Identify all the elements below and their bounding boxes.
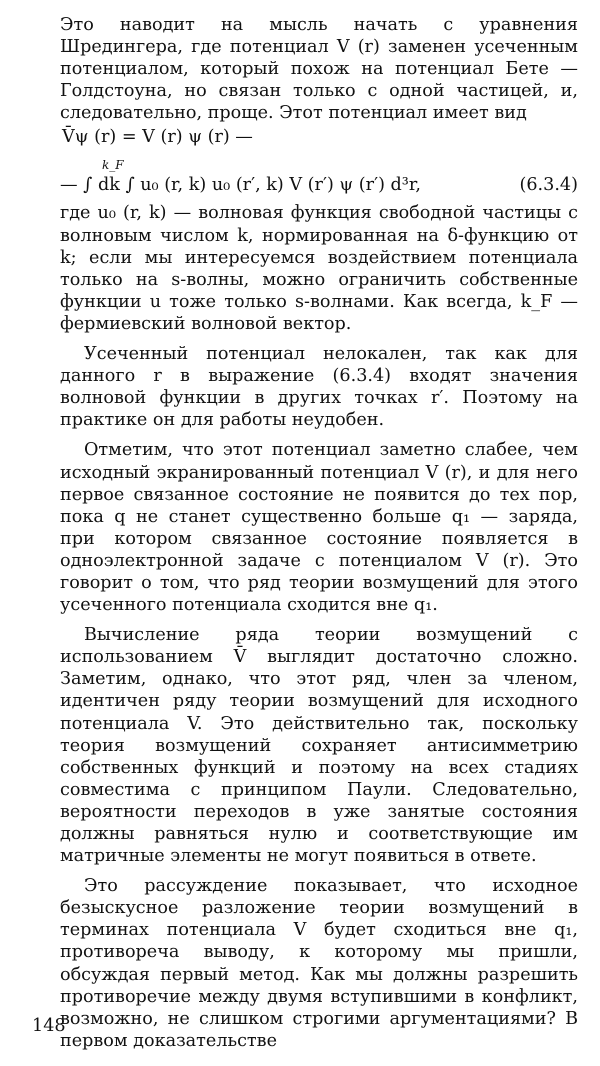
equation-line-2-text: — ∫ dk ∫ u₀ (r, k) u₀ (r′, k) V (r′) ψ (r′) d³r, <box>60 175 421 196</box>
paragraph-5: Это рассуждение показывает, что исходное безыскусное разложение теории возмущений в терминах потенциала V будет сходиться вне q₁, противореча выводу, к которому мы пришли, обсуждая первый метод. Как мы должны разрешить противоречие между двумя вступившими в конфликт, возможно, не слишком строгими аргументациями? В первом доказательстве <box>60 876 578 1051</box>
paragraph-2: Усеченный потенциал нелокален, так как для данного r в выражение (6.3.4) входят значения волновой функции в других точках r′. Поэтому на практике он для работы неудобен. <box>60 344 578 431</box>
integral-upper-limit: k_F <box>102 158 124 173</box>
page-number: 148 <box>32 1016 66 1036</box>
equation-line-2 <box>60 154 578 202</box>
text-block-1: Это наводит на мысль начать с уравнения Шредингера, где потенциал V (r) заменен усеченным потенциалом, который похож на потенциал Бете — Голдстоуна, но связан только с одной частицей, и, следовательно, проще. Этот потенциал имеет вид <box>60 15 578 124</box>
equation-line-1-text: V̄ψ (r) = V (r) ψ (r) — <box>62 127 253 148</box>
paragraph-3: Отметим, что этот потенциал заметно слабее, чем исходный экранированный потенциал V (r), и для него первое связанное состояние не появится до тех пор, пока q не станет существенно больше q₁ — заряда, при котором связанное состояние появляется в одноэлектронной задаче с потенциалом V (r). Это говорит о том, что ряд теории возмущений для этого усеченного потенциала сходится вне q₁. <box>60 440 578 616</box>
equation-number: (6.3.4) <box>519 175 578 196</box>
text-block-2: где u₀ (r, k) — волновая функция свободной частицы с волновым числом k, нормированная на δ-функцию от k; если мы интересуемся воздействием потенциала только на s-волны, можно ограничить собственные функции u тоже только s-волнами. Как всегда, k_F — фермиевский волновой вектор. <box>60 203 578 334</box>
equation-line-1 <box>60 126 578 152</box>
paragraph-4: Вычисление ряда теории возмущений с использованием V̄ выглядит достаточно сложно. Заметим, однако, что этот ряд, член за членом, идентичен ряду теории возмущений для исходного потенциала V. Это действительно так, поскольку теория возмущений сохраняет антисимметрию собственных функций и поэтому на всех стадиях совместима с принципом Паули. Следовательно, вероятности переходов в уже занятые состояния должны равняться нулю и соответствующие им матричные элементы не могут появиться в ответе. <box>60 625 578 867</box>
